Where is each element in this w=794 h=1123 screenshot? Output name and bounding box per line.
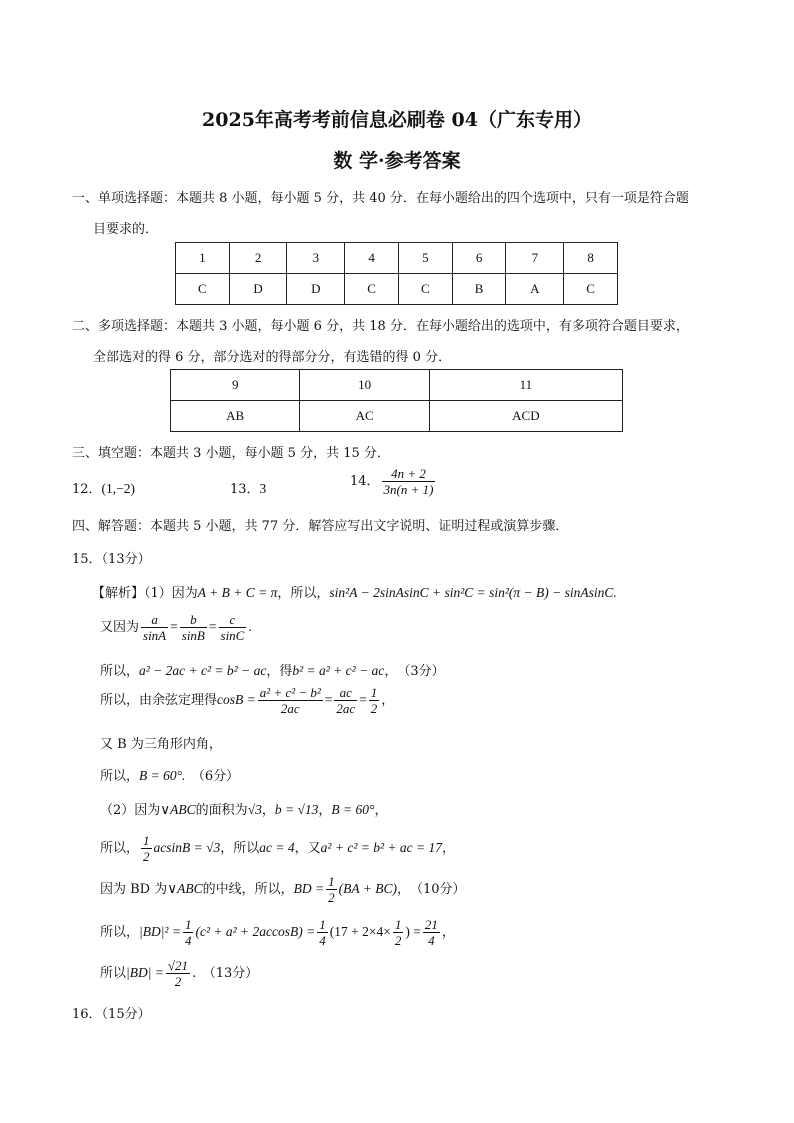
question-number: 13． (230, 482, 260, 497)
math-expr: B = 60° (331, 802, 375, 817)
math-expr: sin²A − 2sinAsinC + sin²C = sin²(π − B) − sinAsinC. (329, 585, 617, 600)
math-expr: a² + c² = b² + ac = 17 (320, 840, 442, 855)
text-span: 因为 BD 为 (100, 882, 168, 897)
solution-line-11 (100, 958, 258, 989)
math-expr: √3 (247, 802, 262, 817)
table-cell: 3 (287, 243, 345, 274)
math-expr: B = 60°. (139, 768, 186, 783)
text-span: ， (261, 803, 275, 818)
math-expr: b = √13 (274, 802, 319, 817)
table-cell: C (564, 274, 618, 305)
table-cell: 1 (176, 243, 230, 274)
text-span: ， (318, 803, 332, 818)
text-span: ， （3分） (384, 664, 445, 679)
answer-value: 3 (259, 481, 267, 496)
page-subtitle: 数 学·参考答案 (333, 150, 461, 172)
text-span: ，所以 (220, 841, 260, 856)
text-span: ，又 (294, 841, 321, 856)
section2-heading: 二、多项选择题：本题共 3 小题，每小题 6 分，共 18 分．在每小题给出的选项中，有多项符合题目要求， (72, 319, 689, 334)
text-span: （6分） (185, 769, 240, 784)
text-span: （1）因为 (144, 586, 198, 601)
question-16-label: 16．（15分） (72, 1007, 151, 1022)
table-cell: 11 (429, 370, 622, 401)
solution-line-8 (100, 833, 455, 864)
page-title: 2025年高考考前信息必刷卷 04（广东专用） (202, 109, 592, 131)
solution-line-3 (100, 660, 445, 679)
text-span: . （13分） (192, 966, 259, 981)
section2-heading-cont: 全部选对的得 6 分，部分选对的得部分分，有选错的得 0 分． (93, 350, 452, 365)
math-expr: (c² + a² + 2accosB) = (195, 924, 316, 939)
math-expr: A + B + C = π (197, 585, 278, 600)
fraction: $\frac{1}{2}$ (143, 833, 150, 864)
fraction: $\frac{4n + 2}{3n(n + 1)}$ (383, 466, 434, 497)
table-cell: D (229, 274, 287, 305)
fraction: $\frac{ac}{2ac}$ (336, 685, 356, 716)
table-cell: C (176, 274, 230, 305)
section3-heading: 三、填空题：本题共 3 小题，每小题 5 分，共 15 分． (72, 446, 390, 461)
text-span: ， (441, 925, 455, 940)
table-cell: C (345, 274, 399, 305)
text-span: ，得 (266, 664, 293, 679)
fraction: $\frac{1}{4}$ (319, 917, 326, 948)
fraction: $\frac{1}{2}$ (394, 917, 402, 948)
math-expr: b² = a² + c² − ac (292, 663, 385, 678)
text-span: ， （10分） (397, 882, 466, 897)
section4-heading: 四、解答题：本题共 5 小题，共 77 分．解答应写出文字说明、证明过程或演算步骤． (72, 519, 569, 534)
solution-line-9 (100, 874, 466, 905)
math-expr: ∨ABC (167, 881, 203, 896)
table-cell: AC (300, 401, 429, 432)
text-span: 所以， (100, 841, 140, 856)
analysis-tag: 【解析】 (92, 586, 145, 601)
math-expr: ac = 4 (259, 840, 295, 855)
table-cell: 8 (564, 243, 618, 274)
text-span: （2）因为 (100, 803, 161, 818)
math-expr: a² − 2ac + c² = b² − ac (139, 663, 267, 678)
text-span: 的面积为 (195, 803, 248, 818)
solution-line-1 (92, 582, 617, 601)
table-cell: 10 (300, 370, 429, 401)
text-span: ，所以， (277, 586, 330, 601)
table-cell: 6 (452, 243, 506, 274)
fraction: $\frac{\text{a² + c² − b²}}{2ac}$ (259, 685, 321, 716)
text-span: 所以， (100, 925, 140, 940)
table-cell: A (506, 274, 564, 305)
table-cell: C (398, 274, 452, 305)
table-cell: 5 (398, 243, 452, 274)
fill-blank-12 (72, 478, 135, 497)
table-cell: D (287, 274, 345, 305)
fraction: $\frac{√21}{2}$ (167, 958, 189, 989)
text-span: 又因为 (100, 620, 140, 635)
section1-heading: 一、单项选择题：本题共 8 小题，每小题 5 分，共 40 分．在每小题给出的四个选项中，只有一项是符合题 (72, 191, 689, 206)
text-span: ， (442, 841, 456, 856)
table-cell: 7 (506, 243, 564, 274)
question-15-label: 15．（13分） (72, 552, 151, 567)
math-expr: cosB = (217, 692, 256, 707)
solution-line-6 (100, 765, 239, 784)
question-number: 12． (72, 482, 102, 497)
fraction: $\frac{1}{2}$ (370, 685, 378, 716)
fraction: $\frac{21}{4}$ (424, 917, 438, 948)
solution-line-5: 又 B 为三角形内角， (100, 737, 222, 752)
text-span: 的中线，所以， (202, 882, 294, 897)
fill-blank-13 (230, 478, 266, 497)
section2-answer-table (170, 369, 623, 432)
fill-blank-14 (350, 466, 437, 497)
math-expr: (BA + BC) (338, 881, 397, 896)
math-expr: |BD| = (126, 965, 164, 980)
math-expr: BD = (293, 881, 325, 896)
text-span: ， (374, 803, 388, 818)
text-span: 所以， (100, 664, 140, 679)
table-cell: 2 (229, 243, 287, 274)
fraction: $\frac{a}{\sin A}$ (143, 612, 167, 643)
question-number: 14． (350, 474, 380, 489)
solution-line-7 (100, 799, 387, 818)
table-cell: 4 (345, 243, 399, 274)
table-cell: B (452, 274, 506, 305)
table-cell: AB (171, 401, 300, 432)
answer-value: (1,−2) (101, 481, 136, 496)
fraction: $\frac{b}{\sin B}$ (181, 612, 205, 643)
math-expr: acsinB = √3 (153, 840, 221, 855)
solution-line-2: 又因为 $\frac{a}{\sin A}$ = $\frac{b}{\sin B}$ = $\frac{c}{\sin C}$ . (100, 612, 252, 643)
solution-line-10 (100, 917, 455, 948)
solution-line-4: 所以，由余弦定理得cosB = $\frac{\text{a² + c² − b²}}{2ac}$ = $\frac{ac}{2ac}$ = $\frac{1}{2}$ ， (100, 685, 395, 716)
text-span: 所以， (100, 769, 140, 784)
fraction: $\frac{1}{2}$ (328, 874, 335, 905)
text-span: 所以，由余弦定理得 (100, 693, 218, 708)
section1-answer-table (175, 242, 618, 305)
table-cell: ACD (429, 401, 622, 432)
math-expr: ∨ABC (160, 802, 196, 817)
section1-heading-cont: 目要求的． (93, 222, 159, 237)
math-expr: ) = (405, 924, 421, 939)
fraction: $\frac{1}{4}$ (184, 917, 192, 948)
math-expr: |BD|² = (139, 924, 181, 939)
fraction: $\frac{c}{\sin C}$ (220, 612, 245, 643)
math-expr: (17 + 2×4× (329, 924, 391, 939)
text-span: 所以 (100, 966, 127, 981)
table-cell: 9 (171, 370, 300, 401)
